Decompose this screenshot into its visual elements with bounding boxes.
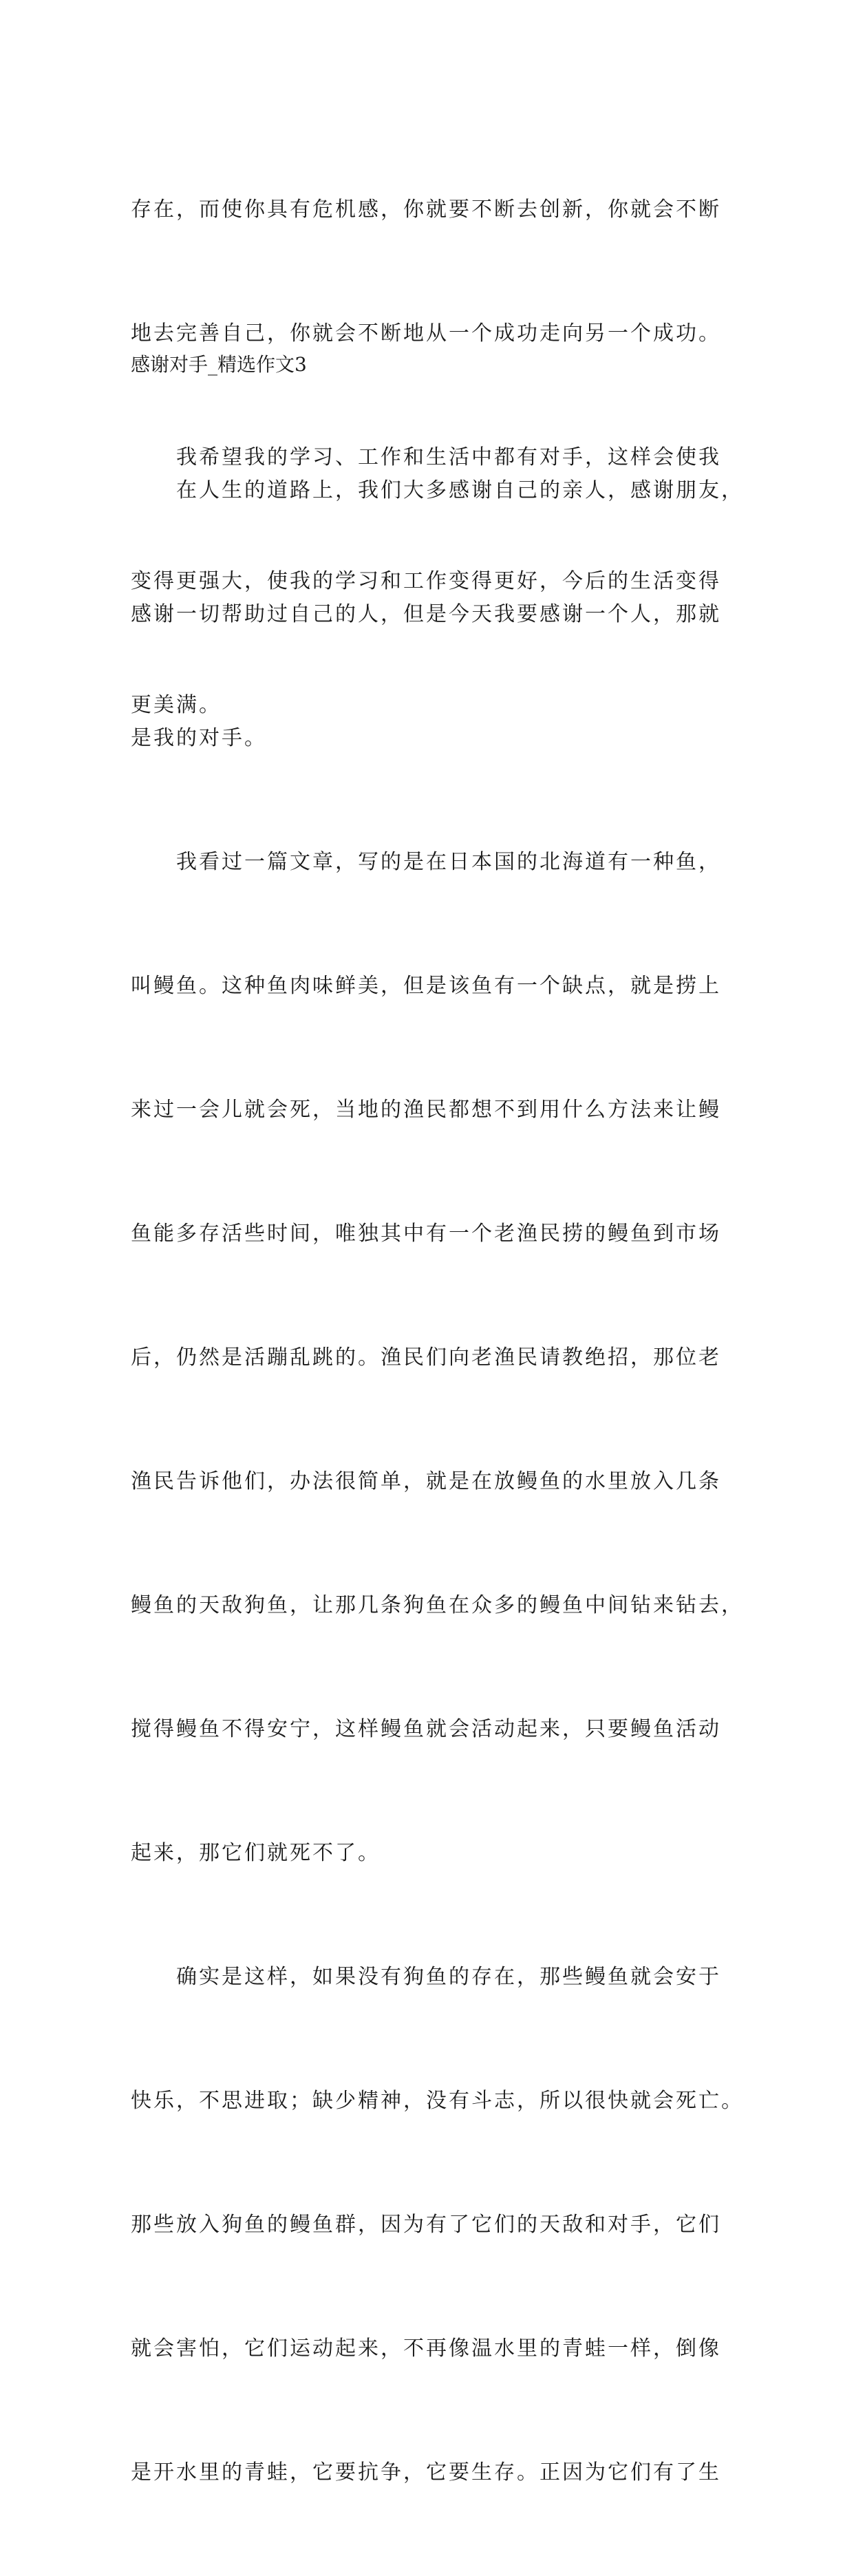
text-line: 鱼能多存活些时间，唯独其中有一个老渔民捞的鳗鱼到市场 (131, 1222, 721, 1246)
text-line: 存在，而使你具有危机感，你就要不断去创新，你就会不断 (131, 198, 721, 222)
text-line: 我看过一篇文章，写的是在日本国的北海道有一种鱼， (131, 850, 721, 874)
text-line: 是我的对手。 (131, 726, 267, 750)
text-line: 感谢一切帮助过自己的人，但是今天我要感谢一个人，那就 (131, 602, 721, 626)
text-line: 起来，那它们就死不了。 (131, 1841, 381, 1865)
text-line: 地去完善自己，你就会不断地从一个成功走向另一个成功。 (131, 321, 721, 345)
text-line: 更美满。 (131, 693, 222, 717)
text-line: 快乐，不思进取；缺少精神，没有斗志，所以很快就会死亡。 (131, 2089, 744, 2113)
text-line: 搅得鳗鱼不得安宁，这样鳗鱼就会活动起来，只要鳗鱼活动 (131, 1717, 721, 1741)
text-line: 变得更强大，使我的学习和工作变得更好，今后的生活变得 (131, 569, 721, 593)
text-line: 那些放入狗鱼的鳗鱼群，因为有了它们的天敌和对手，它们 (131, 2213, 721, 2237)
text-line: 在人生的道路上，我们大多感谢自己的亲人，感谢朋友， (131, 478, 744, 502)
section-heading: 感谢对手_精选作文3 (131, 353, 307, 376)
text-line: 叫鳗鱼。这种鱼肉味鲜美，但是该鱼有一个缺点，就是捞上 (131, 974, 721, 998)
text-line: 确实是这样，如果没有狗鱼的存在，那些鳗鱼就会安于 (131, 1965, 721, 1989)
text-line: 来过一会儿就会死，当地的渔民都想不到用什么方法来让鳗 (131, 1098, 721, 1122)
text-line: 就会害怕，它们运动起来，不再像温水里的青蛙一样，倒像 (131, 2337, 721, 2361)
text-line: 我希望我的学习、工作和生活中都有对手，这样会使我 (131, 445, 721, 469)
text-line: 后，仍然是活蹦乱跳的。渔民们向老渔民请教绝招，那位老 (131, 1345, 721, 1370)
paragraph-group-body (131, 387, 744, 2576)
text-line: 是开水里的青蛙，它要抗争，它要生存。正因为它们有了生 (131, 2460, 721, 2484)
text-line: 鳗鱼的天敌狗鱼，让那几条狗鱼在众多的鳗鱼中间钻来钻去， (131, 1593, 744, 1617)
text-line: 渔民告诉他们，办法很简单，就是在放鳗鱼的水里放入几条 (131, 1469, 721, 1493)
